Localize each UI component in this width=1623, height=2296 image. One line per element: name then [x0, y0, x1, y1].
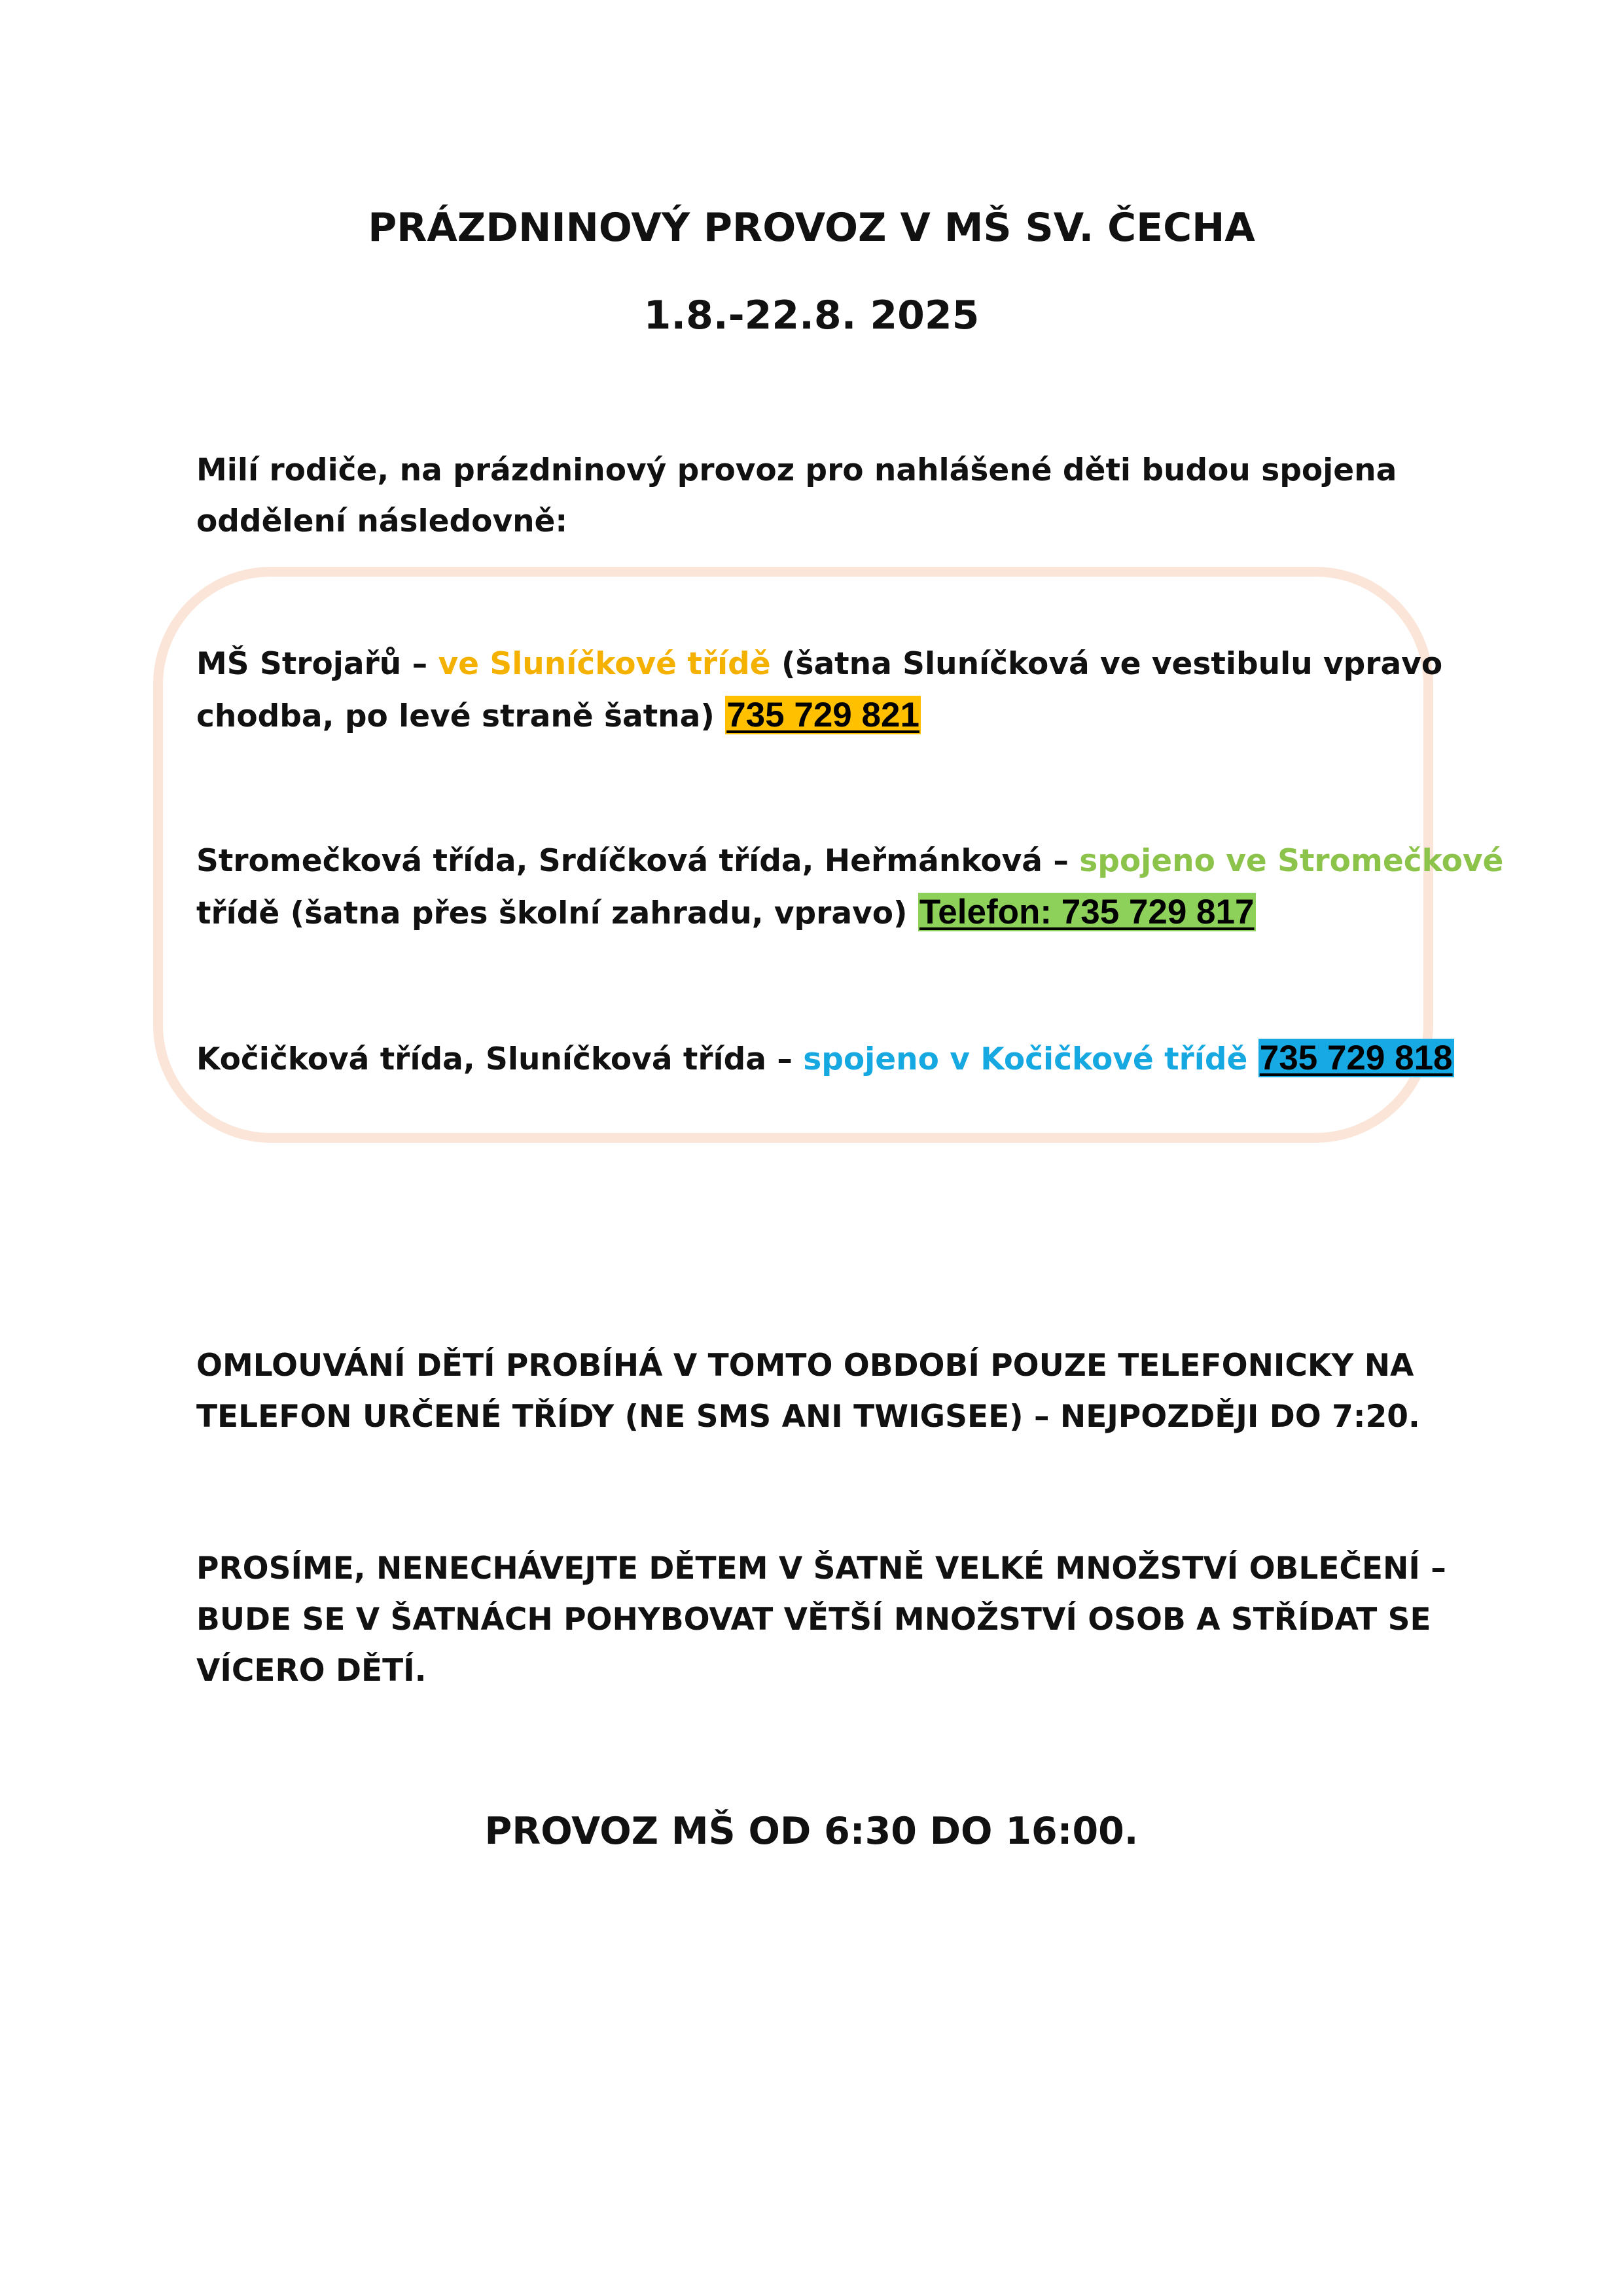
- group-stromeckova-room: spojeno ve Stromečkové: [1079, 843, 1504, 879]
- group-kocickova-line-1: [196, 1033, 1453, 1085]
- group-strojaru-line-1: [196, 639, 1443, 690]
- clothes-notice-line-3: VÍCERO DĚTÍ.: [196, 1653, 427, 1689]
- excuse-notice: [196, 1340, 1440, 1443]
- date-range: 1.8.-22.8. 2025: [643, 293, 980, 338]
- group-strojaru-line-2: [196, 690, 1440, 742]
- group-stromeckova-line-1: [196, 836, 1504, 887]
- phone-kocickova: 735 729 818: [1259, 1039, 1453, 1077]
- group-strojaru-details: (šatna Sluníčková ve vestibulu vpravo: [770, 646, 1443, 682]
- page-title: PRÁZDNINOVÝ PROVOZ V MŠ SV. ČECHA: [368, 205, 1255, 251]
- intro-line-2: oddělení následovně:: [196, 503, 568, 539]
- group-strojaru: [196, 639, 1443, 742]
- excuse-notice-line-2: TELEFON URČENÉ TŘÍDY (NE SMS ANI TWIGSEE) – NEJPOZDĚJI DO 7:20.: [196, 1399, 1420, 1435]
- phone-slunickova: 735 729 821: [726, 696, 919, 734]
- group-strojaru-room: ve Sluníčkové třídě: [438, 646, 771, 682]
- group-strojaru-details-cont: chodba, po levé straně šatna): [196, 698, 726, 734]
- group-stromeckova-lead: Stromečková třída, Srdíčková třída, Heřmánková –: [196, 843, 1080, 879]
- group-stromeckova-line-2: [196, 887, 1440, 939]
- group-stromeckova: [196, 836, 1504, 939]
- intro-paragraph: [196, 445, 1440, 547]
- phone-stromeckova: Telefon: 735 729 817: [919, 893, 1255, 931]
- opening-hours: PROVOZ MŠ OD 6:30 DO 16:00.: [484, 1810, 1139, 1853]
- group-kocickova: [196, 1033, 1453, 1085]
- group-strojaru-lead: MŠ Strojařů –: [196, 646, 438, 682]
- clothes-notice-line-1: PROSÍME, NENECHÁVEJTE DĚTEM V ŠATNĚ VELKÉ MNOŽSTVÍ OBLEČENÍ –: [196, 1551, 1446, 1587]
- group-kocickova-room: spojeno v Kočičkové třídě: [803, 1041, 1248, 1077]
- clothes-notice-line-2: BUDE SE V ŠATNÁCH POHYBOVAT VĚTŠÍ MNOŽSTVÍ OSOB A STŘÍDAT SE: [196, 1602, 1431, 1638]
- group-kocickova-lead: Kočičková třída, Sluníčková třída –: [196, 1041, 804, 1077]
- intro-line-1: Milí rodiče, na prázdninový provoz pro nahlášené děti budou spojena: [196, 452, 1397, 488]
- group-stromeckova-details: třídě (šatna přes školní zahradu, vpravo): [196, 895, 918, 931]
- excuse-notice-line-1: OMLOUVÁNÍ DĚTÍ PROBÍHÁ V TOMTO OBDOBÍ POUZE TELEFONICKY NA: [196, 1348, 1414, 1384]
- clothes-notice: [196, 1543, 1446, 1696]
